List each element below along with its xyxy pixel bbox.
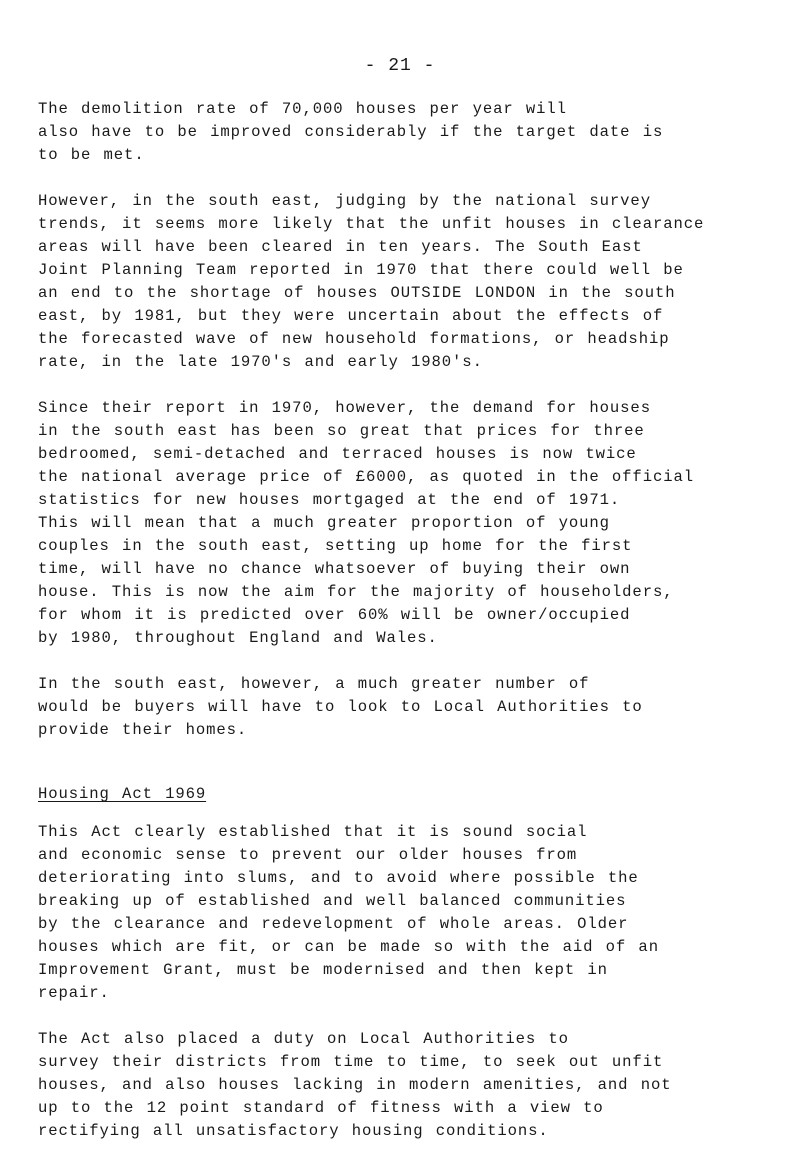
- paragraph-local-authorities: In the south east, however, a much greater number of would be buyers will have to look to Local Authorities to provide their homes.: [38, 675, 643, 739]
- paragraph-act-purpose: This Act clearly established that it is sound social and economic sense to prevent our older houses from deteriorating into slums, and to avoid where possible the breaking up of established and well balanced communities by the clearance and redevelopment of whole areas. Older houses which are fit, or can be made so with the aid of an Improvement Grant, must be modernised and then kept in repair.: [38, 823, 659, 1002]
- section-heading-housing-act: Housing Act 1969: [38, 785, 207, 803]
- paragraph-south-east-survey: However, in the south east, judging by the national survey trends, it seems more likely that the unfit houses in clearance areas will have been cleared in ten years. The South East Joint Planning Team reported in 1970 that there could well be an end to the shortage of houses OUTSIDE LONDON in the south east, by 1981, but they were uncertain about the effects of the forecasted wave of new household formations, or headship rate, in the late 1970's and early 1980's.: [38, 192, 705, 371]
- document-body: [38, 98, 798, 1166]
- paragraph-house-prices: Since their report in 1970, however, the demand for houses in the south east has been so great that prices for three bedroomed, semi-detached and terraced houses is now twice the national average price of £6000, as quoted in the official statistics for new houses mortgaged at the end of 1971. This will mean that a much greater proportion of young couples in the south east, setting up home for the first time, will have no chance whatsoever of buying their own house. This is now the aim for the majority of householders, for whom it is predicted over 60% will be owner/occupied by 1980, throughout England and Wales.: [38, 399, 694, 647]
- paragraph-act-duty: The Act also placed a duty on Local Authorities to survey their districts from time to time, to seek out unfit houses, and also houses lacking in modern amenities, and not up to the 12 point standard of fitness with a view to rectifying all unsatisfactory housing conditions.: [38, 1030, 672, 1140]
- page-number: - 21 -: [364, 56, 436, 76]
- paragraph-demolition-rate: The demolition rate of 70,000 houses per year will also have to be improved considerably if the target date is to be met.: [38, 100, 664, 164]
- section-heading-wrap: [38, 765, 798, 821]
